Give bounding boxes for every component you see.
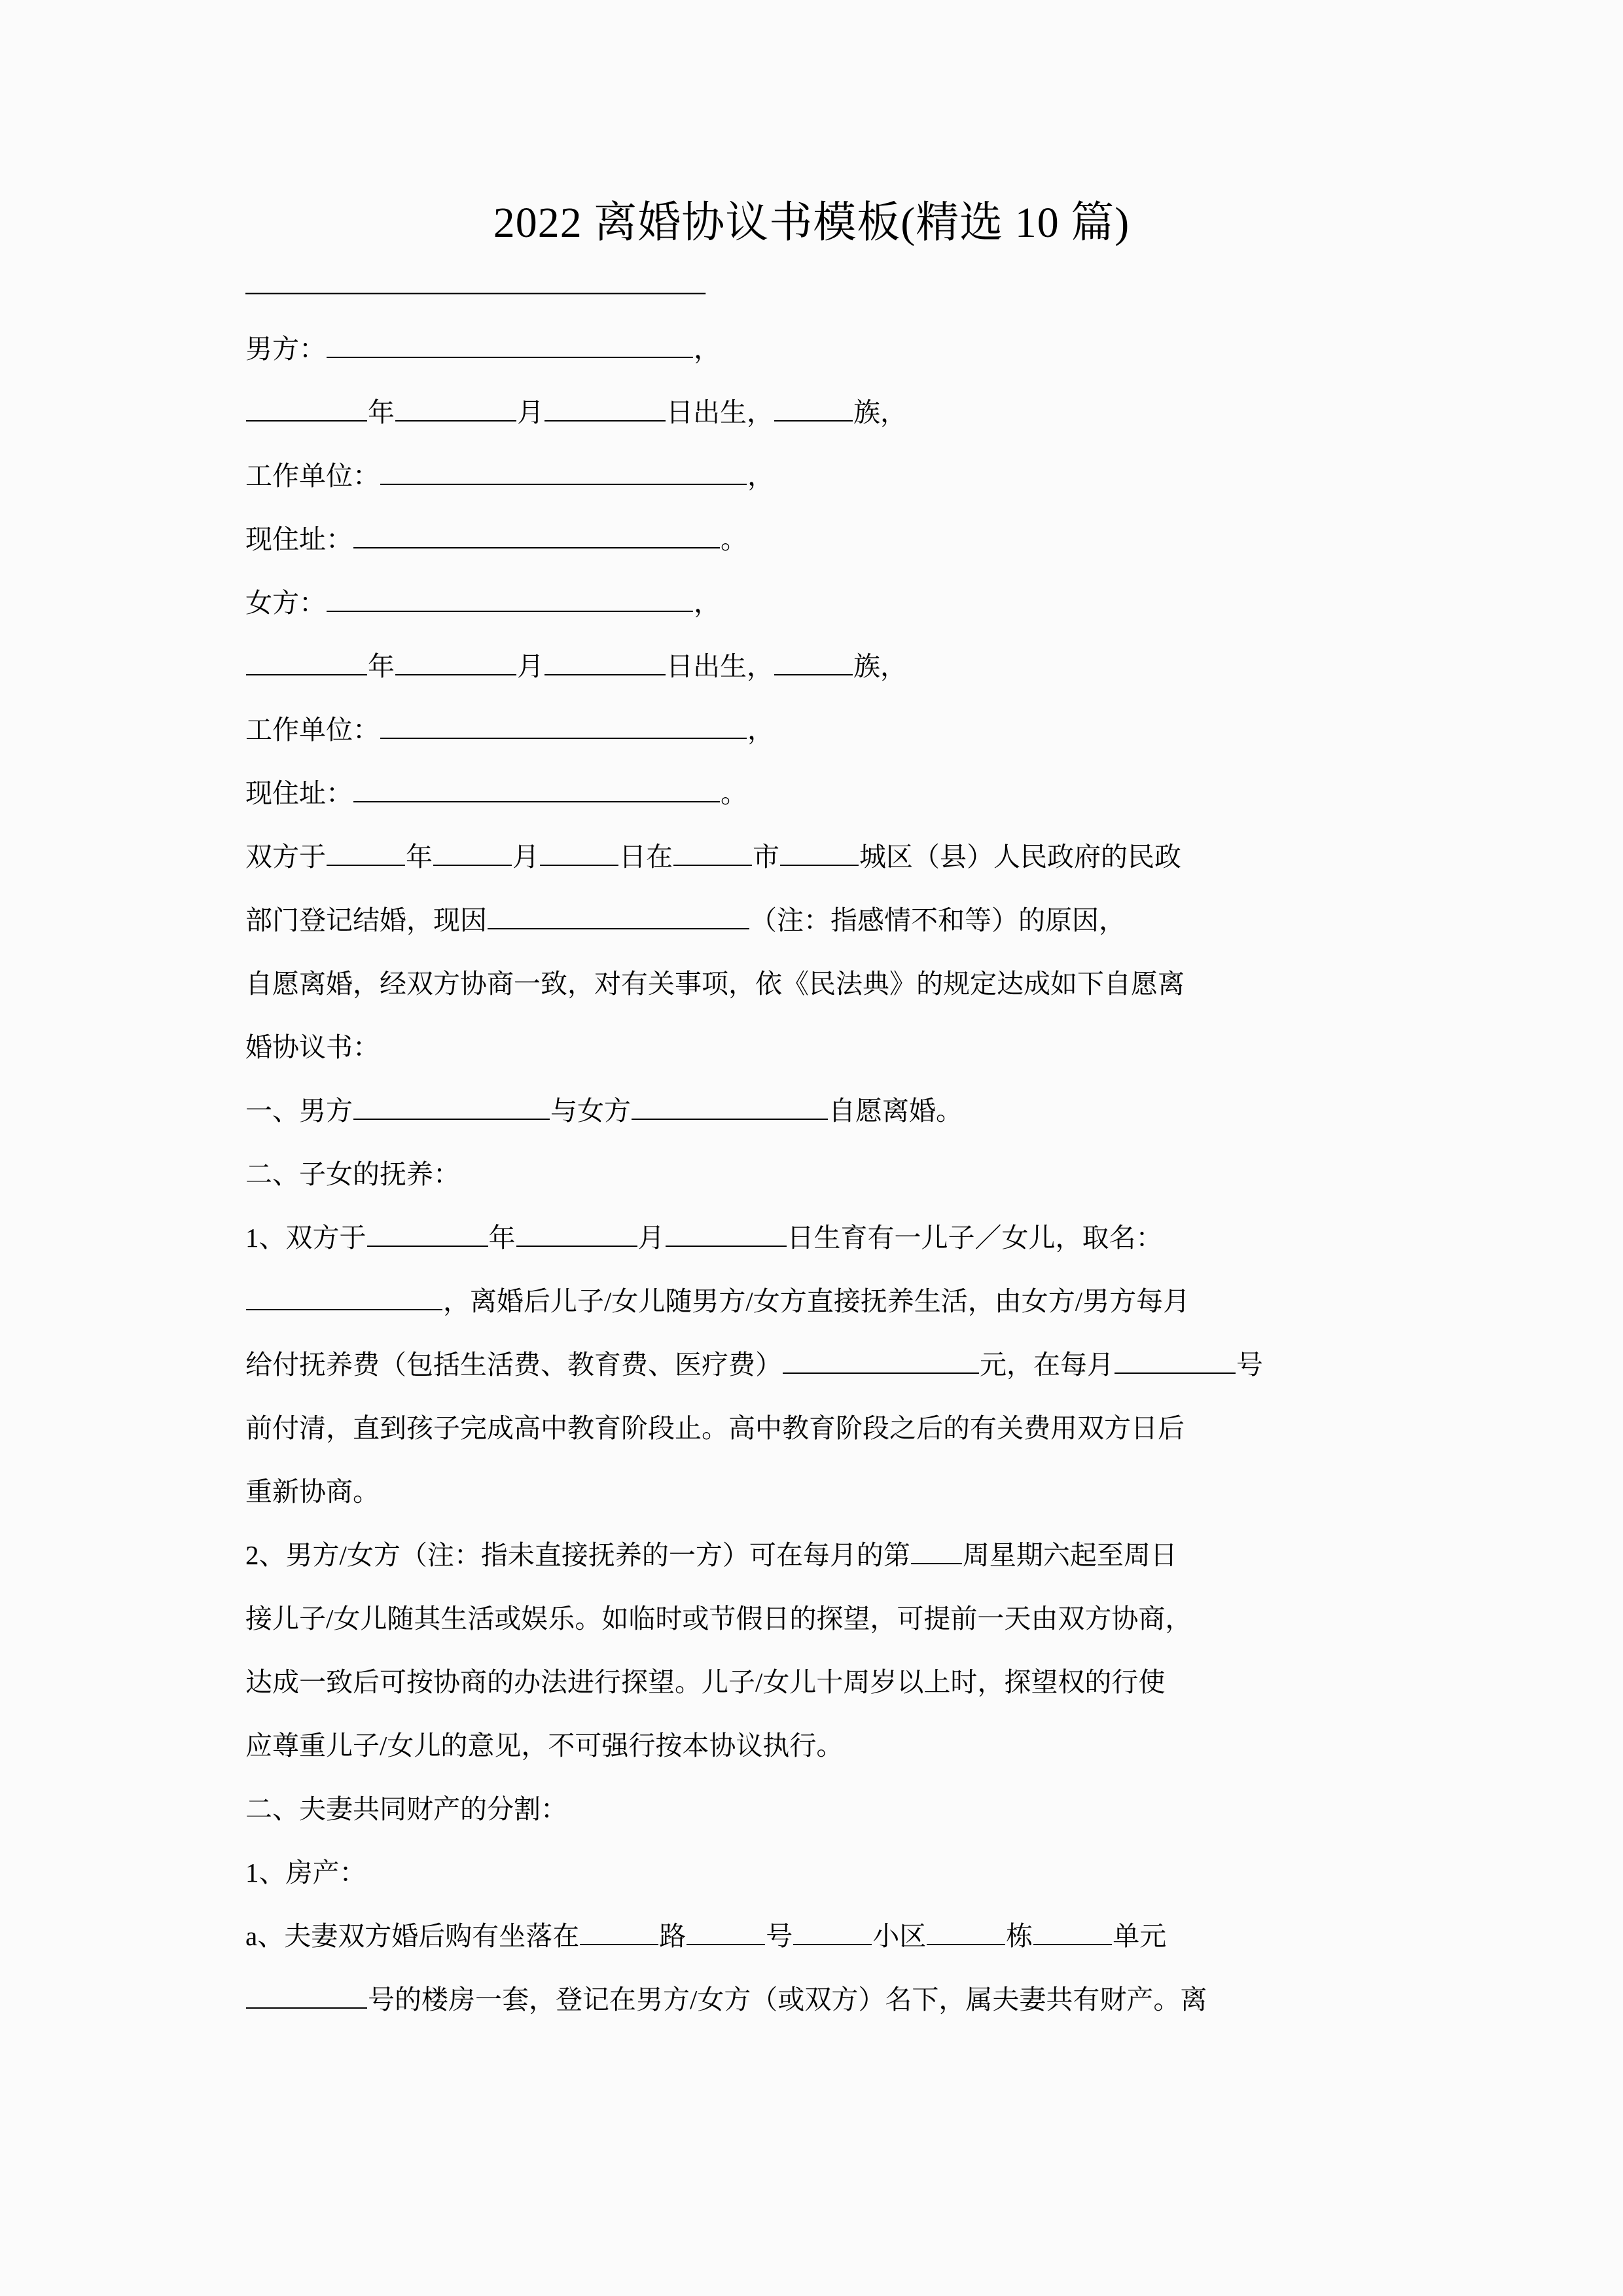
house-community-blank[interactable]: [793, 1918, 872, 1945]
article-two-item1-line-2: [245, 1270, 1378, 1333]
wife-name-line: [245, 571, 1378, 635]
preamble-text-c: 月: [512, 842, 539, 872]
husband-address-line: [245, 508, 1378, 571]
husband-address-suffix: 。: [721, 524, 747, 555]
husband-workplace-label: 工作单位：: [245, 461, 380, 492]
dash-separator: ——————————————————: [245, 278, 705, 306]
article-two-item1-line-3: [245, 1333, 1378, 1397]
support-amount-blank[interactable]: [783, 1347, 979, 1374]
item-a-text-f: 单元: [1113, 1921, 1167, 1952]
preamble-reason-note: （注：指感情不和等）的原因，: [750, 905, 1126, 936]
article-two-item2-line-2: 接儿子/女儿随其生活或娱乐。如临时或节假日的探望，可提前一天由双方协商，: [245, 1604, 1192, 1634]
house-unit-blank[interactable]: [1033, 1918, 1112, 1945]
wife-address-suffix: 。: [721, 778, 747, 809]
item-a-text-e: 栋: [1006, 1921, 1033, 1952]
wife-year-unit: 年: [368, 651, 395, 682]
marriage-day-blank[interactable]: [540, 839, 618, 866]
preamble-text-f: 城区（县）人民政府的民政: [859, 842, 1181, 872]
article-two-item2-line-4: 应尊重儿子/女儿的意见，不可强行按本协议执行。: [245, 1731, 844, 1761]
husband-workplace-line: [245, 444, 1378, 508]
spacer: [245, 308, 1378, 317]
page-title: 2022 离婚协议书模板(精选 10 篇): [493, 199, 1130, 247]
wife-ethnicity-blank[interactable]: [774, 649, 853, 675]
article-one-text-c: 自愿离婚。: [829, 1096, 963, 1126]
item1-text-a: 1、双方于: [245, 1223, 366, 1253]
article-two-item2-line-1: [245, 1524, 1378, 1587]
preamble-line-4: 婚协议书：: [245, 1032, 380, 1063]
child-name-blank[interactable]: [246, 1283, 442, 1310]
article-one-wife-blank[interactable]: [632, 1093, 828, 1120]
husband-birth-year-blank[interactable]: [246, 395, 367, 422]
wife-name-suffix: ，: [694, 588, 721, 619]
husband-address-blank[interactable]: [353, 522, 720, 548]
article-two-heading: 二、子女的抚养：: [245, 1159, 460, 1190]
article-one-text-b: 与女方: [550, 1096, 631, 1126]
item1-fee-prefix: 给付抚养费（包括生活费、教育费、医疗费）: [245, 1350, 782, 1380]
house-road-blank[interactable]: [580, 1918, 658, 1945]
item1-fee-suffix: 号: [1236, 1350, 1263, 1380]
preamble-text-e: 市: [753, 842, 779, 872]
husband-birth-day-blank[interactable]: [544, 395, 666, 422]
wife-ethnicity-unit: 族，: [853, 651, 907, 682]
article-three-item-a-line-2: [245, 1968, 1378, 2032]
item1-text-d: 日生育有一儿子／女儿，取名：: [787, 1223, 1163, 1253]
wife-birth-line: [245, 635, 1378, 698]
wife-month-unit: 月: [517, 651, 544, 682]
marriage-city-blank[interactable]: [673, 839, 752, 866]
wife-address-blank[interactable]: [353, 776, 720, 802]
wife-workplace-label: 工作单位：: [245, 715, 380, 745]
wife-birth-year-blank[interactable]: [246, 649, 367, 675]
husband-ethnicity-unit: 族，: [853, 397, 907, 428]
article-one-husband-blank[interactable]: [353, 1093, 550, 1120]
husband-workplace-blank[interactable]: [380, 458, 747, 485]
wife-day-unit: 日出生，: [666, 651, 774, 682]
child-birth-year-blank[interactable]: [367, 1220, 488, 1247]
article-three-heading: 二、夫妻共同财产的分割：: [245, 1794, 567, 1825]
husband-month-unit: 月: [517, 397, 544, 428]
marriage-year-blank[interactable]: [327, 839, 405, 866]
divorce-reason-blank[interactable]: [488, 903, 749, 929]
preamble-text-a: 双方于: [245, 842, 326, 872]
item-a-text-b: 路: [659, 1921, 687, 1952]
article-two-item1-line-1: [245, 1206, 1378, 1270]
husband-ethnicity-blank[interactable]: [774, 395, 853, 422]
child-birth-month-blank[interactable]: [516, 1220, 637, 1247]
item-a-text-a: a、夫妻双方婚后购有坐落在: [245, 1921, 580, 1952]
preamble-text-d: 日在: [619, 842, 673, 872]
marriage-district-blank[interactable]: [780, 839, 859, 866]
item2-text-b: 周星期六起至周日: [962, 1540, 1177, 1571]
visitation-week-blank[interactable]: [911, 1537, 962, 1564]
item1-text-l2: ，离婚后儿子/女儿随男方/女方直接抚养生活，由女方/男方每月: [443, 1286, 1190, 1317]
husband-name-suffix: ，: [694, 334, 721, 365]
item1-text-b: 年: [488, 1223, 516, 1253]
wife-address-line: [245, 762, 1378, 825]
husband-address-label: 现住址：: [245, 524, 353, 555]
husband-year-unit: 年: [368, 397, 395, 428]
article-one-line: [245, 1079, 1378, 1143]
preamble-line-2: [245, 889, 1378, 952]
wife-birth-day-blank[interactable]: [544, 649, 666, 675]
husband-name-label: 男方：: [245, 334, 326, 365]
preamble-reason-prefix: 部门登记结婚，现因: [245, 905, 487, 936]
document-content: [245, 0, 1378, 2032]
wife-name-label: 女方：: [245, 588, 326, 619]
child-birth-day-blank[interactable]: [666, 1220, 787, 1247]
item1-text-c: 月: [637, 1223, 665, 1253]
article-two-item1-line-5: 重新协商。: [245, 1477, 380, 1507]
house-number-blank[interactable]: [687, 1918, 765, 1945]
husband-birth-line: [245, 381, 1378, 444]
wife-birth-month-blank[interactable]: [395, 649, 516, 675]
preamble-text-b: 年: [406, 842, 433, 872]
husband-name-blank[interactable]: [327, 331, 693, 358]
husband-name-line: [245, 317, 1378, 381]
husband-day-unit: 日出生，: [666, 397, 774, 428]
husband-birth-month-blank[interactable]: [395, 395, 516, 422]
wife-address-label: 现住址：: [245, 778, 353, 809]
wife-workplace-line: [245, 698, 1378, 762]
item-a-text-d: 小区: [872, 1921, 927, 1952]
wife-name-blank[interactable]: [327, 585, 693, 612]
wife-workplace-suffix: ，: [747, 715, 774, 745]
item1-fee-mid: 元，在每月: [980, 1350, 1114, 1380]
marriage-month-blank[interactable]: [433, 839, 512, 866]
preamble-line-1: [245, 825, 1378, 889]
article-two-item1-line-4: 前付清，直到孩子完成高中教育阶段止。高中教育阶段之后的有关费用双方日后: [245, 1413, 1185, 1444]
husband-workplace-suffix: ，: [747, 461, 774, 492]
article-three-item1-heading: 1、房产：: [245, 1857, 366, 1888]
preamble-line-3: 自愿离婚，经双方协商一致，对有关事项，依《民法典》的规定达成如下自愿离: [245, 969, 1185, 999]
item2-text-a: 2、男方/女方（注：指未直接抚养的一方）可在每月的第: [245, 1540, 910, 1571]
payment-day-blank[interactable]: [1115, 1347, 1236, 1374]
house-room-blank[interactable]: [246, 1982, 367, 2009]
article-one-text-a: 一、男方: [245, 1096, 353, 1126]
house-building-blank[interactable]: [927, 1918, 1005, 1945]
item-a-text-c: 号: [766, 1921, 793, 1952]
article-three-item-a-line-1: [245, 1905, 1378, 1968]
article-two-item2-line-3: 达成一致后可按协商的办法进行探望。儿子/女儿十周岁以上时，探望权的行使: [245, 1667, 1166, 1698]
item-a-text-l2: 号的楼房一套，登记在男方/女方（或双方）名下，属夫妻共有财产。离: [368, 1984, 1207, 2015]
wife-workplace-blank[interactable]: [380, 712, 747, 739]
